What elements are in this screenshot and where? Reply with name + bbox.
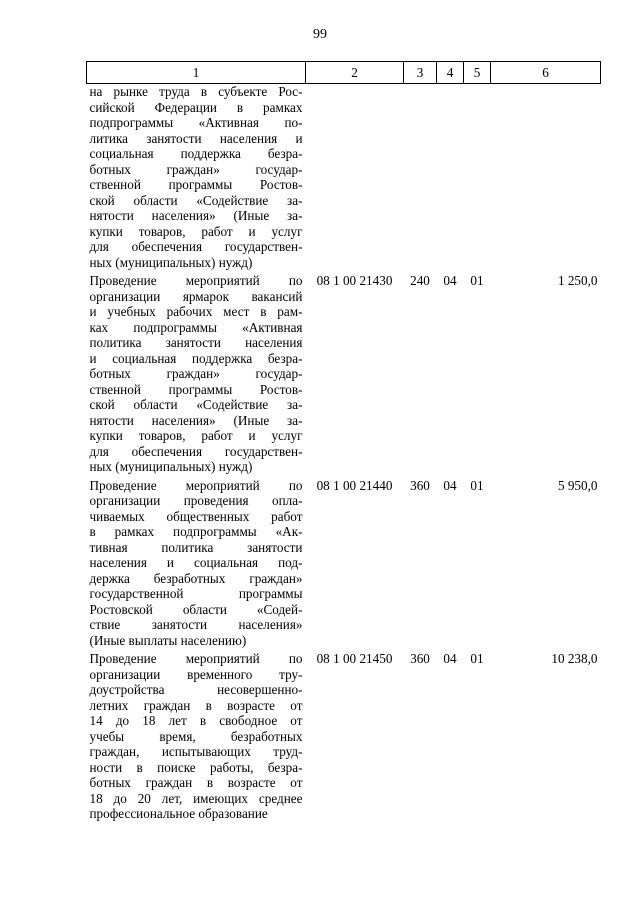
row-expense-type: [404, 84, 437, 271]
description-line: чиваемых общественных работ: [89, 508, 303, 524]
description-line: Ростовской области «Содей-: [89, 601, 303, 617]
description-line: и учебных рабочих мест в рам-: [89, 304, 303, 319]
description-line: подпрограммы «Активная по-: [89, 115, 303, 130]
description-line: социальная поддержка безра-: [89, 146, 303, 161]
row-amount: 5 950,0: [557, 477, 598, 493]
row-amount: 1 250,0: [557, 273, 598, 288]
description-line: литика занятости населения и: [89, 130, 303, 146]
description-line: (Иные выплаты населению): [89, 632, 247, 648]
header-col-4: 4: [437, 62, 464, 84]
description-line: организации ярмарок вакансий: [89, 288, 303, 304]
description-line: ской области «Содействие за-: [89, 397, 303, 412]
header-col-6: 6: [491, 62, 601, 84]
description-line: на рынке труда в субъекте Рос-: [89, 84, 303, 99]
table-row: [87, 648, 601, 822]
row-section: 04: [443, 273, 457, 288]
description-line: граждан, испытывающих труд-: [89, 744, 303, 759]
description-line: профессиональное образование: [89, 806, 268, 821]
description-line: ственной программы Ростов-: [89, 381, 303, 397]
description-line: летних граждан в возрасте от: [89, 697, 303, 713]
description-line: доустройства несовершенно-: [89, 682, 303, 697]
row-subsection: [464, 84, 491, 271]
description-line: нятости населения» (Иные за-: [89, 208, 303, 223]
description-line: купки товаров, работ и услуг: [89, 223, 303, 239]
table-body: [87, 84, 601, 822]
budget-table: [86, 61, 601, 822]
row-section: 04: [443, 477, 457, 493]
row-expense-type: 360: [410, 477, 430, 493]
description-line: политика занятости населения: [89, 335, 303, 350]
description-line: тивная политика занятости: [89, 539, 303, 555]
header-col-5: 5: [464, 62, 491, 84]
row-target-code: 08 1 00 21450: [316, 651, 393, 666]
description-line: 14 до 18 лет в свободное от: [89, 713, 303, 728]
description-line: сийской Федерации в рамках: [89, 99, 303, 115]
row-amount: 10 238,0: [551, 651, 598, 666]
table-row: [87, 270, 601, 475]
description-line: ности в поиске работы, безра-: [89, 759, 303, 775]
description-line: организации временного тру-: [89, 666, 303, 682]
description-line: Проведение мероприятий по: [89, 273, 303, 288]
description-line: Проведение мероприятий по: [89, 651, 303, 666]
description-line: ботных граждан» государ-: [89, 161, 303, 177]
description-line: ботных граждан» государ-: [89, 366, 303, 381]
description-line: купки товаров, работ и услуг: [89, 428, 303, 443]
table-row: [87, 475, 601, 649]
description-line: в рамках подпрограммы «Ак-: [89, 524, 303, 539]
row-expense-type: 240: [410, 273, 430, 288]
row-expense-type: 360: [410, 651, 430, 666]
row-section: 04: [443, 651, 457, 666]
table-row: [87, 84, 601, 271]
description-line: и социальная поддержка безра-: [89, 350, 303, 366]
row-subsection: 01: [470, 651, 484, 666]
row-description: [87, 270, 306, 475]
row-section: [437, 84, 464, 271]
description-line: держка безработных граждан»: [89, 570, 303, 586]
description-line: для обеспечения государствен-: [89, 239, 303, 254]
description-line: Проведение мероприятий по: [89, 477, 303, 493]
description-line: для обеспечения государствен-: [89, 443, 303, 459]
description-line: ской области «Содействие за-: [89, 192, 303, 208]
row-description: [87, 475, 306, 649]
row-description: [87, 648, 306, 822]
description-line: ственной программы Ростов-: [89, 177, 303, 192]
row-subsection: 01: [470, 477, 484, 493]
row-subsection: 01: [470, 273, 484, 288]
description-line: учебы время, безработных: [89, 728, 303, 744]
header-col-3: 3: [404, 62, 437, 84]
description-line: ствие занятости населения»: [89, 617, 303, 632]
description-line: населения и социальная под-: [89, 555, 303, 570]
row-target-code: 08 1 00 21430: [316, 273, 393, 288]
row-target-code: 08 1 00 21440: [316, 477, 393, 493]
description-line: организации проведения опла-: [89, 493, 303, 508]
row-amount: [491, 84, 601, 271]
header-row: [87, 62, 601, 84]
row-description: [87, 84, 306, 271]
table-header: [87, 62, 601, 84]
description-line: ных (муниципальных) нужд): [89, 254, 253, 270]
row-target-code: [306, 84, 404, 271]
description-line: ботных граждан в возрасте от: [89, 775, 303, 790]
description-line: нятости населения» (Иные за-: [89, 412, 303, 428]
description-line: государственной программы: [89, 586, 303, 601]
header-col-2: 2: [306, 62, 404, 84]
description-line: ных (муниципальных) нужд): [89, 459, 253, 474]
description-line: ках подпрограммы «Активная: [89, 319, 303, 335]
description-line: 18 до 20 лет, имеющих среднее: [89, 790, 303, 806]
header-col-1: 1: [87, 62, 306, 84]
page-number: 99: [313, 27, 327, 42]
